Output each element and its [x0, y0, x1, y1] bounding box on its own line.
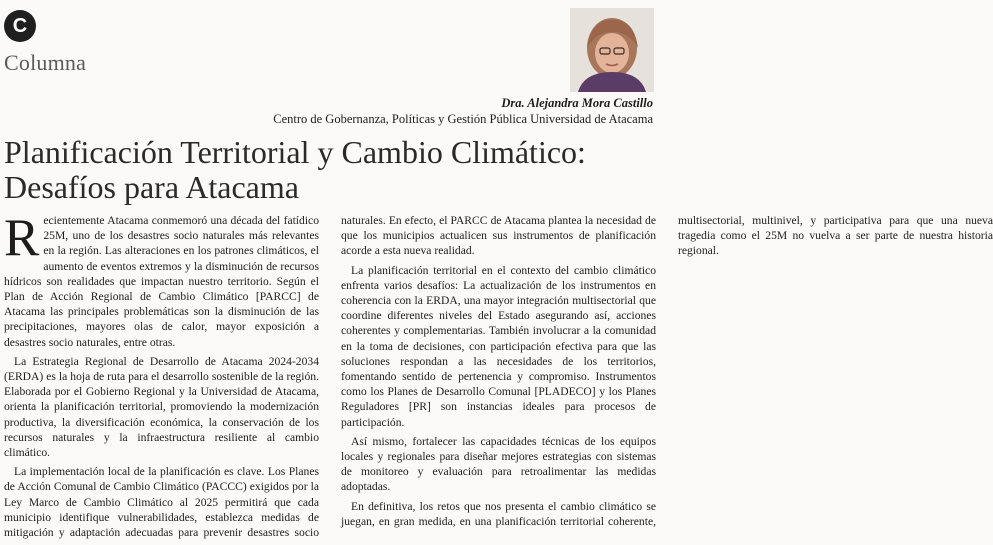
- article-title-line2: Desafíos para Atacama: [4, 169, 299, 205]
- author-name: Dra. Alejandra Mora Castillo: [501, 96, 653, 110]
- author-portrait-icon: [570, 8, 654, 92]
- article-title-line1: Planificación Territorial y Cambio Climático:: [4, 134, 586, 170]
- byline: [273, 95, 653, 127]
- article-paragraph: La planificación territorial en el contexto del cambio climático enfrenta varios desafíos: La actualización de los instrumentos en coherencia con la ERDA, una mayor integración multisectorial que coordine diferentes niveles del Estado asegurando así, acciones coherentes y complementarias. También involucrar a la comunidad en la toma de decisiones, con participación efectiva para que las soluciones respondan a las necesidades de los territorios, fomentando sentido de pertenencia y compromiso. Instrumentos como los Planes de Desarrollo Comunal [PLADECO] y los Planes Reguladores [PR] son instancias ideales para procesos de participación.: [341, 263, 656, 429]
- drop-cap: R: [4, 209, 40, 267]
- article-body: [4, 209, 993, 541]
- article-paragraph: La implementación local de la planificación es clave. Los Planes de Acción Comunal de Cambio Climático (PACCC) exigidos por la Ley Marco de Cambio Climático al 2025 permitirá que cada municipio identifique vulnerabilidades, establezca medidas de mitigación y adaptación adecuadas para prevenir desastres socio naturales. En efecto, el PARCC de Atacama plantea la necesidad de que los municipios actualicen sus instrumentos de planificación acorde a esta nueva realidad.: [4, 214, 656, 540]
- section-label: Columna: [4, 50, 87, 75]
- author-photo: [570, 8, 654, 92]
- author-affiliation: Centro de Gobernanza, Políticas y Gestión Pública Universidad de Atacama: [273, 112, 653, 126]
- article-paragraph: La Estrategia Regional de Desarrollo de Atacama 2024-2034 (ERDA) es la hoja de ruta para el desarrollo sostenible de la región. Elaborada por el Gobierno Regional y la Universidad de Atacama, orienta la planificación territorial, promoviendo la modernización productiva, la diversificación económica, la conservación de los recursos naturales y la infraestructura resiliente al cambio climático.: [4, 354, 319, 460]
- article-paragraph: Recientemente Atacama conmemoró una década del fatídico 25M, uno de los desastres socio naturales más relevantes en la región. Las alteraciones en los patrones climáticos, el aumento de eventos extremos y la disminución de recursos hídricos son realidades que impactan nuestro territorio. Según el Plan de Acción Regional de Cambio Climático [PARCC] de Atacama las principales problemáticas son la disminución de las precipitaciones, mayores olas de calor, mayor exposición a desastres socio naturales, entre otras.: [4, 209, 319, 349]
- article-title: [4, 135, 654, 205]
- article-paragraph: En definitiva, los retos que nos presenta el cambio climático se juegan, en gran medida, en una planificación territorial coherente, multisectorial, multinivel, y participativa para que una nueva tragedia como el 25M no vuelva a ser parte de nuestra historia regional.: [341, 214, 993, 528]
- article-paragraph: Así mismo, fortalecer las capacidades técnicas de los equipos locales y regionales para diseñar mejores estrategias con sistemas de monitoreo y evaluación para retroalimentar las medidas adoptadas.: [341, 434, 656, 494]
- section-badge: C: [4, 10, 36, 42]
